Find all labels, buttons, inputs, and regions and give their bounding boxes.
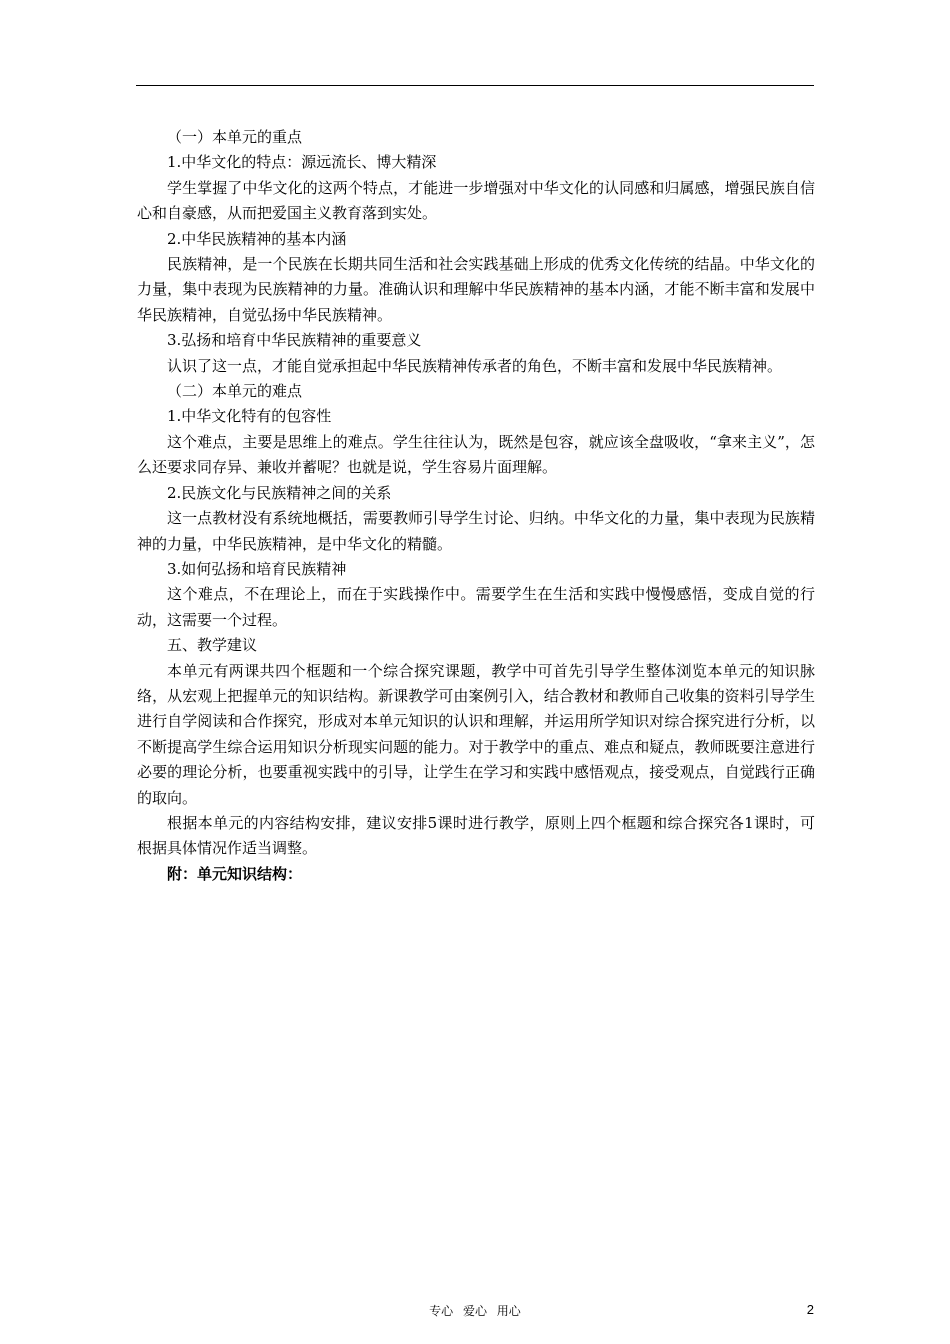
page-number: 2 bbox=[806, 1302, 814, 1317]
paragraph: 这一点教材没有系统地概括，需要教师引导学生讨论、归纳。中华文化的力量，集中表现为民族精神的力量，中华民族精神，是中华文化的精髓。 bbox=[137, 509, 815, 553]
paragraph: 1.中华文化特有的包容性 bbox=[167, 407, 332, 426]
document-body bbox=[137, 125, 815, 887]
header-rule bbox=[136, 85, 814, 86]
paragraph: 这个难点，主要是思维上的难点。学生往往认为，既然是包容，就应该全盘吸收，“拿来主义”，怎么还要求同存异、兼收并蓄呢？也就是说，学生容易片面理解。 bbox=[137, 432, 815, 477]
paragraph: 3.弘扬和培育中华民族精神的重要意义 bbox=[167, 331, 422, 350]
paragraph: 3.如何弘扬和培育民族精神 bbox=[167, 559, 347, 578]
paragraph: 这个难点，不在理论上，而在于实践操作中。需要学生在生活和实践中慢慢感悟，变成自觉的行动，这需要一个过程。 bbox=[137, 585, 815, 629]
paragraph: 民族精神，是一个民族在长期共同生活和社会实践基础上形成的优秀文化传统的结晶。中华文化的力量，集中表现为民族精神的力量。准确认识和理解中华民族精神的基本内涵，才能不断丰富和发展中华民族精神，自觉弘扬中华民族精神。 bbox=[137, 255, 815, 324]
footer-slogan: 专心 爱心 用心 bbox=[429, 1304, 521, 1318]
paragraph: 五、教学建议 bbox=[167, 636, 258, 655]
paragraph: （一）本单元的重点 bbox=[167, 128, 303, 146]
paragraph: 2.民族文化与民族精神之间的关系 bbox=[167, 483, 392, 502]
paragraph: 2.中华民族精神的基本内涵 bbox=[167, 229, 347, 248]
paragraph: 本单元有两课共四个框题和一个综合探究课题，教学中可首先引导学生整体浏览本单元的知识脉络，从宏观上把握单元的知识结构。新课教学可由案例引入，结合教材和教师自己收集的资料引导学生进行自学阅读和合作探究，形成对本单元知识的认识和理解，并运用所学知识对综合探究进行分析，以不断提高学生综合运用知识分析现实问题的能力。对于教学中的重点、难点和疑点，教师既要注意进行必要的理论分析，也要重视实践中的引导，让学生在学习和实践中感悟观点，接受观点，自觉践行正确的取向。 bbox=[137, 661, 815, 807]
paragraph: 附：单元知识结构： bbox=[167, 864, 303, 883]
paragraph: 认识了这一点，才能自觉承担起中华民族精神传承者的角色，不断丰富和发展中华民族精神。 bbox=[167, 356, 783, 375]
paragraph: 学生掌握了中华文化的这两个特点，才能进一步增强对中华文化的认同感和归属感，增强民族自信心和自豪感，从而把爱国主义教育落到实处。 bbox=[137, 178, 815, 223]
paragraph: 1.中华文化的特点：源远流长、博大精深 bbox=[167, 153, 437, 172]
paragraph: （二）本单元的难点 bbox=[167, 382, 303, 401]
paragraph: 根据本单元的内容结构安排，建议安排5课时进行教学，原则上四个框题和综合探究各1课时，可根据具体情况作适当调整。 bbox=[137, 813, 815, 858]
